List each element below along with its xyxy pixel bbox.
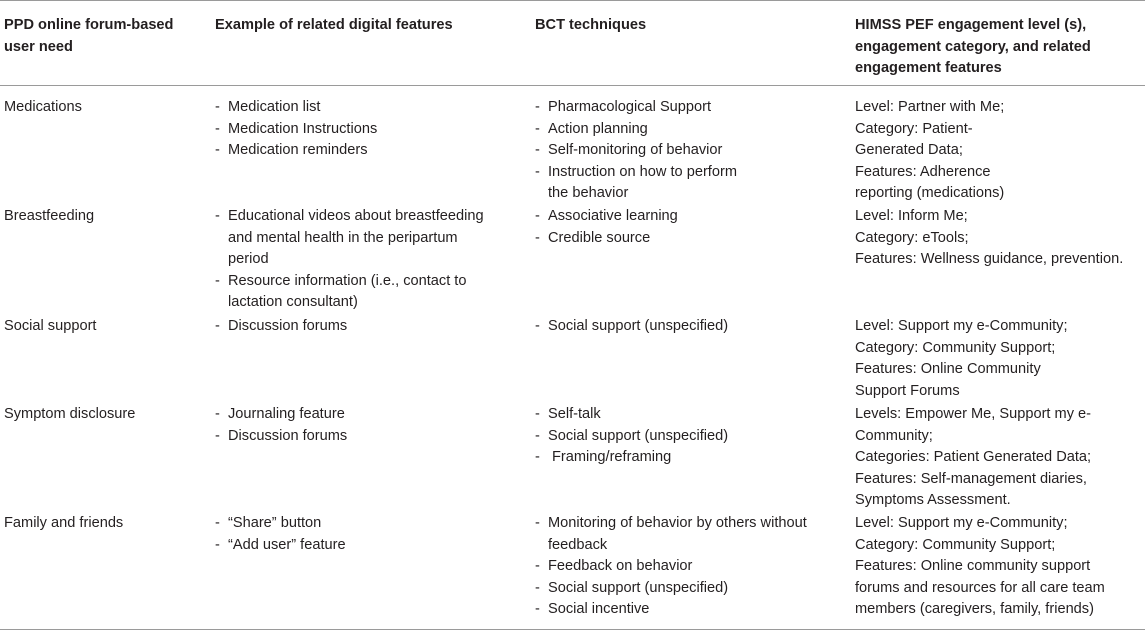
list-item: - Action planning: [535, 119, 760, 141]
table-top-rule: [0, 0, 1145, 1]
row-symptom-disclosure-need: Symptom disclosure: [4, 406, 136, 422]
himss-features: Features: Wellness guidance, prevention.: [855, 251, 1124, 268]
himss-level: Level: Partner with Me;: [855, 99, 1005, 115]
row-family-friends-features: [215, 513, 515, 556]
row-medications-himss: [855, 97, 1025, 205]
list-item: [535, 447, 825, 469]
list-item: - Educational videos about breastfeeding and mental health in the peripartum period: [215, 206, 500, 271]
himss-level: Levels: Empower Me, Support my e-Community;: [855, 406, 1092, 444]
row-social-support-need: Social support: [4, 318, 97, 334]
list-item: - Social support (unspecified): [535, 578, 835, 600]
list-item: - Feedback on behavior: [535, 556, 835, 578]
list-item: - Medication list: [215, 97, 515, 119]
row-medications-bct: [535, 97, 760, 205]
list-item: - Discussion forums: [215, 316, 515, 338]
list-item: - Social incentive: [535, 599, 835, 621]
header-rule: [0, 85, 1145, 86]
row-symptom-disclosure-features: [215, 404, 515, 447]
row-social-support-himss: [855, 316, 1090, 402]
list-item: - Instruction on how to perform the behavior: [535, 162, 760, 205]
row-family-friends-himss: [855, 513, 1130, 621]
header-himss-engagement: HIMSS PEF engagement level (s), engagement category, and related engagement features: [855, 17, 1091, 76]
list-item: - Journaling feature: [215, 404, 515, 426]
himss-features: Features: Adherence reporting (medications): [855, 163, 1005, 202]
himss-category: Category: Patient-Generated Data;: [855, 120, 973, 159]
row-social-support-features: [215, 316, 515, 338]
list-item: - Resource information (i.e., contact to lactation consultant): [215, 271, 488, 314]
list-item: - Self-monitoring of behavior: [535, 140, 760, 162]
list-item-text: Framing/reframing: [552, 449, 672, 466]
row-breastfeeding-need: Breastfeeding: [4, 208, 95, 224]
row-breastfeeding-himss: [855, 206, 1143, 271]
himss-category: Category: Community Support;: [855, 339, 1056, 356]
row-family-friends-need: Family and friends: [4, 515, 124, 531]
himss-features: Features: Self-management diaries, Symptoms Assessment.: [855, 470, 1087, 509]
row-symptom-disclosure-bct: [535, 404, 825, 469]
himss-level: Level: Support my e-Community;: [855, 318, 1068, 334]
list-item: - Pharmacological Support: [535, 97, 760, 119]
himss-features: Features: Online community support forums and resources for all care team members (caregivers, family, friends): [855, 558, 1105, 618]
list-item: - Social support (unspecified): [535, 426, 825, 448]
himss-level: Level: Inform Me;: [855, 208, 968, 224]
row-symptom-disclosure-himss: [855, 404, 1103, 512]
row-medications-features: [215, 97, 515, 162]
header-digital-features: Example of related digital features: [215, 17, 453, 33]
row-medications-need: Medications: [4, 99, 82, 115]
list-item: - Medication Instructions: [215, 119, 515, 141]
header-user-need: PPD online forum-based user need: [4, 17, 174, 55]
row-family-friends-bct: [535, 513, 835, 621]
list-item: - Credible source: [535, 228, 825, 250]
himss-level: Level: Support my e-Community;: [855, 515, 1068, 531]
himss-category: Category: Community Support;: [855, 536, 1056, 553]
row-breastfeeding-features: [215, 206, 500, 314]
row-social-support-bct: [535, 316, 825, 338]
himss-category: Categories: Patient Generated Data;: [855, 449, 1092, 466]
himss-features: Features: Online Community Support Forums: [855, 361, 1041, 399]
list-item: - Self-talk: [535, 404, 825, 426]
list-item: - “Add user” feature: [215, 535, 515, 557]
row-breastfeeding-bct: [535, 206, 825, 249]
list-item: - Discussion forums: [215, 426, 515, 448]
list-item: - Associative learning: [535, 206, 825, 228]
header-bct-techniques: BCT techniques: [535, 17, 647, 33]
list-item: - Medication reminders: [215, 140, 515, 162]
list-item: - Monitoring of behavior by others without feedback: [535, 513, 835, 556]
list-item: - Social support (unspecified): [535, 316, 825, 338]
table-bottom-rule: [0, 629, 1145, 630]
list-item: - “Share” button: [215, 513, 515, 535]
himss-category: Category: eTools;: [855, 229, 969, 246]
